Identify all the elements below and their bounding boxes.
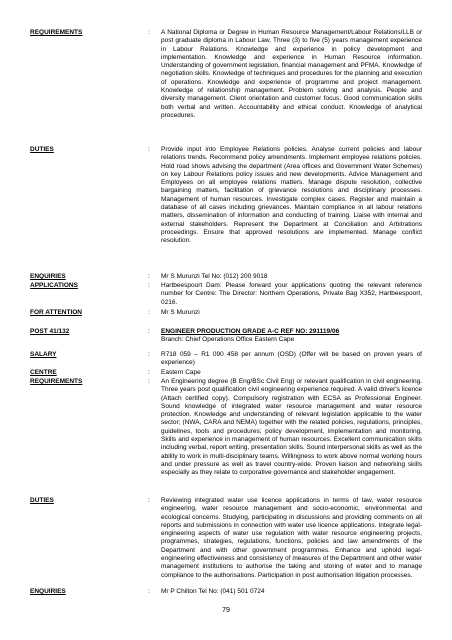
requirements-text: A National Diploma or Degree in Human Resource Management/Labour Relations/LLB or post graduate diploma in Labour Law. Three (3) to five (5) years management experience in Labour Relations. Knowledge and experience in policy development and implementation. Knowledge and experience in Human Resource information. Understanding of government legislation, financial management and PFMA. Knowledge of negotiation skills. Knowledge of techniques and procedures for the planning and execution of operations. Knowledge and experience of programme and project management. Knowledge of relationship management. Problem solving and analysis. People and diversity management. Client orientation and customer focus. Good communication skills both verbal and written. Accountability and ethical conduct. Knowledge of analytical procedures.: [161, 29, 422, 119]
salary-label: SALARY: [30, 351, 57, 358]
requirements2-label: REQUIREMENTS: [30, 378, 83, 385]
post-content: [161, 328, 422, 345]
colon: :: [148, 351, 150, 358]
enquiries2-label: ENQUIRIES: [30, 588, 66, 595]
post-title: ENGINEER PRODUCTION GRADE A-C REF NO: 291119/06: [161, 328, 340, 335]
requirements2-text: An Engineering degree (B Eng/BSc Civil Eng) or relevant qualification in civil engineering. Three years post qualification civil engineering experience required. A valid driver's licence (Attach certified copy). Compulsory registration with ECSA as Professional Engineer. Sound knowledge of integrated water resource management and water resource protection. Knowledge and understanding of relevant legislation applicable to the water sector; (NWA, CARA and NEMA) together with the related policies, regulations, principles, guidelines, tools and procedures; policy development, implementation and monitoring. Skills and experience in management of human resources. Excellent communication skills including verbal, report writing, presentation skills. Sound interpersonal skills as well as the ability to work in multi-disciplinary teams. Willingness to work above normal working hours and under pressure as well as travel country-wide. Proven liaison and networking skills especially as they relate to corporative governance and stakeholder engagement.: [161, 378, 422, 477]
colon: :: [148, 588, 150, 595]
applications-label: APPLICATIONS: [30, 282, 78, 289]
attention-label: FOR ATTENTION: [30, 309, 82, 316]
centre-label: CENTRE: [30, 369, 57, 376]
enquiries2-text: Mr P Chilton Tel No: (041) 501 0724: [161, 588, 265, 595]
attention-text: Mr S Murunzi: [161, 309, 200, 316]
colon: :: [148, 146, 150, 153]
duties-label: DUTIES: [30, 146, 54, 153]
enquiries-label: ENQUIRIES: [30, 273, 66, 280]
post-label: POST 41/132: [30, 328, 70, 335]
applications-text: Hartbeespoort Dam: Please forward your applications quoting the relevant reference number for Centre: The Director: Northern Operations, Private Bag X352, Hartbeespoort, 0216.: [161, 282, 422, 306]
enquiries-text: Mr S Murunzi Tel No: (012) 200 9018: [161, 273, 268, 280]
colon: :: [148, 328, 150, 335]
post-branch: Branch: Chief Operations Office Eastern Cape: [161, 336, 295, 344]
centre-text: Eastern Cape: [161, 369, 201, 376]
colon: :: [148, 29, 150, 36]
colon: :: [148, 273, 150, 280]
duties2-label: DUTIES: [30, 497, 54, 504]
requirements-label: REQUIREMENTS: [30, 29, 83, 36]
colon: :: [148, 378, 150, 385]
colon: :: [148, 369, 150, 376]
colon: :: [148, 497, 150, 504]
duties2-text: Reviewing integrated water use licence applications in terms of law, water resource engineering, water resource management and socio-economic, environmental and ecological concerns. Studying, participating in discussions and providing comments on all reports and submissions in connection with water use licence applications. Integrate legal-engineering aspects of water use regulation with water resource engineering projects, programmes, strategies, regulations, functions, policies and law amendments of the Department and with other government programmes. Enhance and uphold legal-engineering effectiveness and consistency of measures of the Department and other water management institutions to authorise the taking and storing of water and to manage compliance to the authorisations. Participation in post authorisation litigation processes.: [161, 497, 422, 579]
salary-text: R718 059 – R1 090 458 per annum (OSD) (Offer will be based on proven years of experience): [161, 351, 422, 367]
colon: :: [148, 309, 150, 316]
page-number: 79: [222, 607, 230, 614]
duties-text: Provide input into Employee Relations policies. Analyse current policies and labour relations trends. Recommend policy amendments. Implement employee relations policies. Hold road shows advising the department (Area offices and Government Water Schemes) on key Labour Relations policy issues and new developments. Advice Management and Employees on all employee relations matters. Manage dispute resolution, collective bargaining matters, facilitation of grievance resolutions and disciplinary processes. Management of human resources. Investigate complex cases. Register and maintain a database of all cases including grievances. Maintain compliance in all labour relations matters, dissemination of information and conducting of training. Liaise with internal and external stakeholders. Represent the Department at Conciliation and Arbitrations proceedings. Ensure that approved resolutions are implemented. Manage conflict resolution.: [161, 146, 422, 245]
colon: :: [148, 282, 150, 289]
